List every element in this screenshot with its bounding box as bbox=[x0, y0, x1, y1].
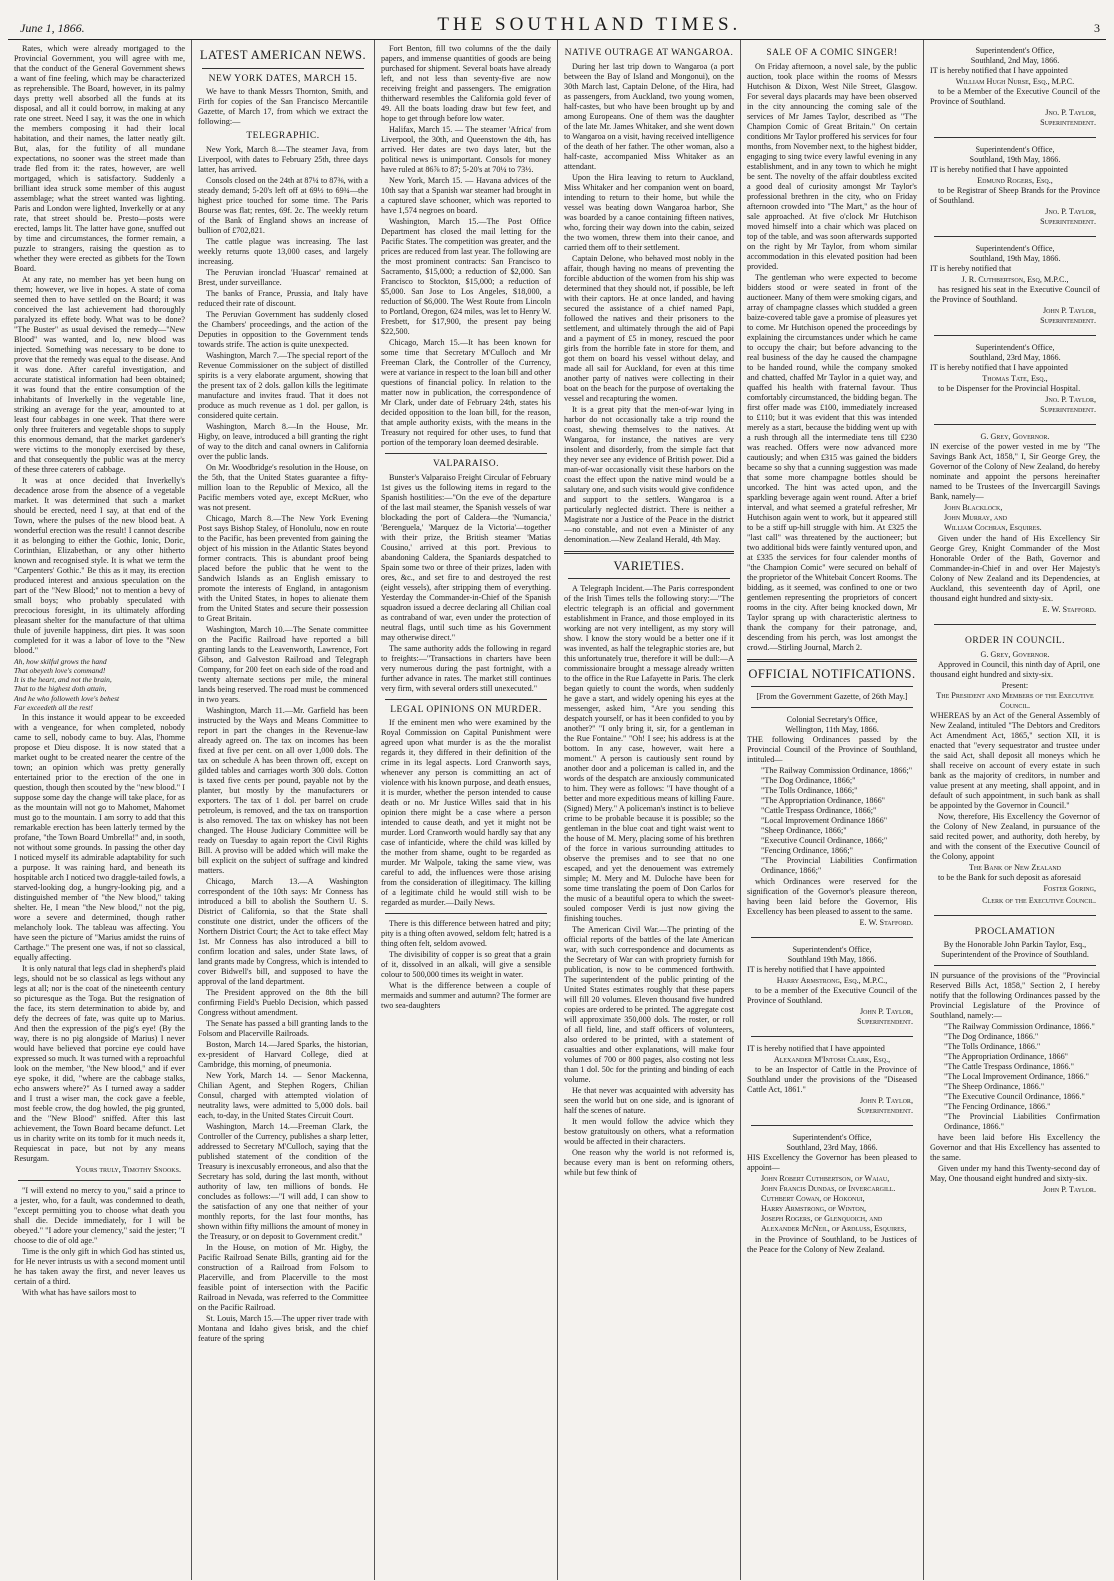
list-item: "The Dog Ordinance, 1866." bbox=[944, 1032, 1039, 1042]
list-item: "Executive Council Ordinance, 1866;" bbox=[761, 836, 888, 846]
columns bbox=[8, 40, 1106, 1580]
paragraph: It is a great pity that the men-of-war lying in harbor do not occasionally take a trip round the coast, shewing themselves to the natives. At Wangaroa, for instance, the natives are very insolent and disorderly, from the simple fact that they never see any evidence of British power. Did a man-of-war occasionally visit these harbors on the coast the effect upon the native mind would be a salutary one, and such visits would give confidence and support to the settlers. Wangaroa is a particularly neglected district. There is neither a Magistrate nor a Justice of the Peace in the district—no constable, and not even a Minister of any denomination.—New Zealand Herald, 4th May. bbox=[564, 404, 734, 544]
notice-governor: G. Grey, Governor. bbox=[980, 649, 1050, 659]
proclamation bbox=[930, 921, 1100, 1200]
notice-ordinances bbox=[747, 713, 917, 932]
list-item: "Fencing Ordinance, 1866;" bbox=[761, 846, 853, 856]
notice-body: HIS Excellency the Governor has been pleased to appoint— bbox=[747, 1153, 917, 1173]
list-item: "The Sheep Ordinance, 1866." bbox=[944, 1082, 1045, 1092]
paragraph: Time is the only gift in which God has stinted us, for He never intrusts us with a second moment until he has taken away the first, and never leaves us certain of a third. bbox=[14, 1246, 185, 1286]
notice-tail: to be an Inspector of Cattle in the Province of Southland under the provisions of the "Diseased Cattle Act, 1861." bbox=[747, 1065, 917, 1095]
paragraph: In this instance it would appear to be exceeded with a vengeance, for when completed, nobody came to sell, nobody came to buy. Alas, l'homme propose et Dieu dispose. It is now stated that a market ought to be created nearer the centre of the town; an opinion which was pretty generally entertained prior to the erection of the one in question, though then scouted by the "new blood." I suppose some day the change will take place, for as as the mountain will not go to Mahomet, Mahomet must go to the mountain. I am sorry to add that this remarkable erection has been latterly termed by the profane, "the Town Board Umbrella!" and, in sooth, not without some grounds. In passing the other day I noticed myself its admirable adaptability for such a purpose. It was raining hard, and beneath its hospitable arch I noticed two draggle-tailed fowls, a starved-looking dog, a hungry-looking pig, and a distinguished member of "the New blood," taking shelter. He, I mean "the New blood," not the pig, wore a severe and determined, though rather melancholy look. The tableau was affecting. You have seen the picture of "Marius amidst the ruins of Carthage." The present one was, if not so classical, equally affecting. bbox=[14, 712, 185, 962]
appointee-name: Thomas Tate, Esq., bbox=[982, 374, 1048, 383]
appointee-name: J. R. Cuthbertson, Esq, M.P.C., bbox=[961, 275, 1069, 284]
paragraph: New York, March 15. — Havana advices of the 10th say that a Spanish war steamer had brought in a captured slave schooner, which was reported to have 1,574 negroes on board. bbox=[381, 176, 551, 215]
paragraph: The gentleman who were expected to become bidders stood or were seated in front of the auctioneer. Many of them were smoking cigars, and array of champagne classes which studded a green baize-covered table gave a promise of pleasures yet to come. Mr Hutchison opened the proceedings by explaining the circumstances under which he came to occupy the chair; but before advancing to the real business of the day he caused the champagne to be handed round, while the company smoked and chatted, chaffed Mr Taylor in a quiet way, and quaffed his health with fraternal favour. Thus comfortably circumstanced, the bidding began. The first offer made was £100, immediately increased to £110; but it was evident that this was intended merely as a start, because the bidding went up with a rush through all the intermediate tens till £230 was reached. Offers were now advanced more cautiously; and when £315 was gained the bidders became so shy that a cunning suggestion was made that some more champagne bottles should be uncorked. The hint was acted upon, and the sparkling beverage again went round. After a brief interval, and what seemed a grateful refresher, Mr Hutchison again went to work, but it appeared still to be a stiff up-hill struggle with him. At £325 the "last call" was threatened by the auctioneer; but two additional bids were faintly ventured upon, and at £335 the services for four calender months of "the Champion Comic" were secured on behalf of the proprietor of the Whitebait Concert Rooms. The bidding, as it seemed, was confined to one or two gentlemen representing the proprietors of concert rooms in the city. After being knocked down, Mr Taylor sprang up with characteristic alertness to thank the company for their patronage, and, descending from his perch, was lost amongst the crowd.—Stirling Journal, March 2. bbox=[747, 272, 917, 652]
paragraph: Halifax, March 15. — The steamer 'Africa' from Liverpool, the 30th, and Queenstown the 4th, has arrived. Her dates are two days later, but the political news is unimportant. Consols for money have ruled at 86⅞ to 87; 5-20's at 70¼ to 73½. bbox=[381, 125, 551, 174]
notice-tail: have been laid before His Excellency the Governor and that His Excellency has assented to the same. bbox=[930, 1133, 1100, 1163]
paragraph: Chicago, March 8.—The New York Evening Post says Bishop Staley, of Honolulu, now en route to the Pacific, has been prevented from gaining the object of his mission in the Atlantic States beyond former contracts. This is abundant proof being placed before the public that he went to the Sandwich Islands as an English emissary to promote the interests of England, in antagonism with the United States, in hopes to alienate them from the United States and secure their possession to Great Britain. bbox=[198, 513, 368, 623]
notice-rogers bbox=[930, 143, 1100, 231]
paragraph: Washington, March 10.—The Senate committee on the Pacific Railroad have reported a bill granting lands to the Leavenworth, Lawrence, Fort Gibson, and Galveston Railroad and Telegraph Company, for 200 feet on each side of the road and twenty alternate sections per mile, the mineral lands being reserved. The road must be commenced in two years. bbox=[198, 624, 368, 704]
notice-cuthbertson bbox=[930, 242, 1100, 330]
letter-signature: Yours truly, Timothy Snooks. bbox=[75, 1164, 181, 1174]
paragraph: With what has have sailors most to bbox=[22, 1287, 137, 1297]
notice-place: Superintendent's Office, Southland, 23rd May, 1866. bbox=[969, 343, 1061, 362]
divider bbox=[385, 913, 547, 914]
divider bbox=[934, 965, 1096, 966]
notice-body: IT is hereby notified that I have appointed bbox=[747, 1044, 885, 1054]
paragraph: It is only natural that legs clad in shepherd's plaid legs, should not be so classical as legs without any legs at all; nor is the coat of the nineteenth century so picturesque as the Toga. But the resignation of the face, its stern determination to abide by, and defy the decrees of fate, was quite up to Marius. And then the expression of the pig's eye! (By the way, there is no pig alongside of Marius) I never would have believed that porcine eye could have expressed so much. It was turned with a reproachful look on the member, "the New blood," and if ever eye spoke, it did, "where are the cabbage stalks, echo answers where?" As I turned away a sadder and I trust a wiser man, the cock gave a feeble, most feeble crow, the dog howled, the pig grunted, and the "New Blood" sniffed. After this last achievement, the Town Board became defunct. Let us in charity write on its tomb for it much needs it, Requiescat in pace, but not by any means Resurgam. bbox=[14, 963, 185, 1163]
list-item: "Local Improvement Ordinance 1866" bbox=[761, 816, 888, 826]
list-item: "The Appropriation Ordinance, 1866" bbox=[761, 796, 886, 806]
list-item: John Robert Cuthbertson, of Waiau, bbox=[761, 1174, 890, 1184]
list-item: "The Provincial Liabilities Confirmation Ordinance, 1866." bbox=[944, 1112, 1100, 1132]
divider bbox=[18, 1180, 181, 1181]
trustees-list bbox=[940, 503, 1100, 533]
divider bbox=[934, 915, 1096, 916]
notice-body: IN exercise of the power vested in me by "The Savings Bank Act, 1858," I, Sir George Grey, the Governor of the Colony of New Zealand, do hereby nominate and appoint the persons hereinafter named to be Trustees of the Invercargill Savings Bank, namely— bbox=[930, 442, 1100, 501]
paragraph: New York, March 14. — Senor Mackenna, Chilian Agent, and Stephen Rogers, Chilian Consul, charged with attempted violation of neutrality laws, were admitted to 5,000 dols. bail each, to-day, in the United States Circuit Court. bbox=[198, 1070, 368, 1120]
list-item: Alexander McNeil, of Ardluss, Esquires, bbox=[761, 1224, 907, 1234]
subheadline: NEW YORK DATES, MARCH 15. bbox=[208, 73, 358, 84]
paragraph: During her last trip down to Wangaroa (a port between the Bay of Island and Mongonui), on the 30th March last, Captain Delone, of the Hira, had as passengers, from Auckland, two young women, half-castes, but who have been brought up by and among Europeans. One of them was the daughter of the late Mr. James Whitaker, and she went down to Wangaroa on a visit, having received intelligence of the death of her father. The other woman, also a half-caste, accompanied Miss Whitaker as an attendant. bbox=[564, 61, 734, 171]
notice-tate bbox=[930, 341, 1100, 419]
paragraph: Captain Delone, who behaved most nobly in the affair, though having no means of preventing the forcible abduction of the women from his ship was determined that they should not, if possible, be left with their captors. He at once landed, and having secured the assistance of a chief named Papi, followed the natives and their prisoners to the settlement, and ultimately through the aid of Papi and a payment of £5 in money, rescued the poor girls from the horrible fate in store for them, and got them on board his vessel without delay, and made all sail for Auckland, for even at this time another party of natives were collecting in their boat on the beach for the purpose of overtaking the vessel and recapturing the women. bbox=[564, 253, 734, 403]
column-1 bbox=[8, 40, 191, 1580]
headline-proclamation: PROCLAMATION bbox=[974, 926, 1056, 937]
notice-present: Present: bbox=[1001, 680, 1029, 690]
list-item: "The Local Improvement Ordinance, 1866." bbox=[944, 1072, 1089, 1082]
divider bbox=[568, 578, 730, 579]
paragraph: If the eminent men who were examined by the Royal Commission on Capital Punishment were agreed upon what murder is as the the moralist regards it, they differed in their definition of the crime in its legal aspects. Lord Cranworth says, whenever any person is committing an act of violence with his known purpose, and death ensues, it is murder, whether the person intended to cause death or no. Mr Justice Willes said that in his opinion there might be a case where a person intended to cause death, and yet it might not be murder. Lord Cranworth would hardly say that any case of infanticide, where the child was killed by the mother from shame, ought to be regarded as murder. Mr Walpole, taking the same view, was careful to add, the influences were those arising from the consideration of illegitimacy. The killing of a legitimate child he would still wish to be regarded as murder.—Daily News. bbox=[381, 718, 551, 908]
divider bbox=[385, 453, 547, 454]
divider bbox=[751, 686, 913, 687]
list-item: "Sheep Ordinance, 1866;" bbox=[761, 826, 847, 836]
notice-tail: to be a member of the Executive Council of the Province of Southland. bbox=[747, 986, 917, 1006]
notice-body: WHEREAS by an Act of the General Assembly of New Zealand, intituled "The Debtors and Creditors Act Amendment Act, 1865," section XII, it is enacted that "every sequestrator and trustee under the said Act, shall deposit all moneys which he shall receive on account of every estate in such bank as the majority of creditors, in number and value present at any meeting, shall appoint, and in default of such appointment, in such bank as shall be appointed by the Governor in Council." bbox=[930, 710, 1100, 810]
notice-place: Superintendent's Office, Southland, 23rd May, 1866. bbox=[786, 1133, 878, 1153]
divider bbox=[934, 137, 1096, 138]
ordinance-list bbox=[940, 1022, 1100, 1132]
paragraph: Consols closed on the 24th at 87¼ to 87⅜, with a steady demand; 5-20's left off at 69½ to 69¾—the highest price touched for some time. The Paris Bourse was flat; rentes, 69f. 2c. The weekly return of the Bank of England shows an increase of bullion of £702,821. bbox=[198, 175, 368, 235]
notice-signature-title: Clerk of the Executive Council. bbox=[982, 895, 1096, 905]
divider bbox=[564, 551, 734, 554]
notice-signature: John P. Taylor. bbox=[1043, 1185, 1096, 1195]
paragraph: Bunster's Valparaiso Freight Circular of February 1st gives us the following items in regard to the Spanish hostilities:—"On the eve of the departure of the last mail steamer, the Spanish vessels of war blockading the port of Caldera—the 'Numancia,' 'Berenguela,' 'Marquez de la Victoria'—together with their prize, the British steamer 'Matias Cousino,' arrived at this port. Previous to abandoning Caldera, the Spaniards despatched to Spain some two or three of their prizes, laden with ores, &c., and set fire to and destroyed the rest (eight vessels), after stripping them of everything. Yesterday the Commander-in-Chief of the Spanish squadron issued a decree declaring all Chilian coal as contraband of war, even under the protection of neutral flags, until such time as his Government may otherwise direct." bbox=[381, 472, 551, 642]
paragraph: Upon the Hira leaving to return to Auckland, Miss Whitaker and her companion went on board, intending to return to their home, but while the vessel was beating down Wangaroa harbor, She was boarded by a canoe containing fifteen natives, who, forcing their way down into the cabin, seized the two women, threw them into their canoe, and carried them off to their settlement. bbox=[564, 172, 734, 252]
paragraph: Boston, March 14.—Jared Sparks, the historian, ex-president of Harvard College, died at Cambridge, this morning, of pneumonia. bbox=[198, 1039, 368, 1069]
paragraph: The President approved on the 8th the bill confirming Field's Pueblo Decision, which passed Congress without amendment. bbox=[198, 987, 368, 1017]
ordinance-list bbox=[757, 766, 917, 876]
notice-justices bbox=[747, 1131, 917, 1258]
notice-tail: has resigned his seat in the Executive Council of the Province of Southland. bbox=[930, 285, 1100, 304]
gazette-source: [From the Government Gazette, of 26th May.] bbox=[756, 692, 908, 702]
paragraph: In the House, on motion of Mr. Higby, the Pacific Railroad Senate Bills, granting aid for the construction of a Railroad from Folsom to Placerville, and from Placerville to the most feasible point of intersection with the Pacific Railroad in Nevada, was referred to the Committee on the Pacific Railroad. bbox=[198, 1242, 368, 1312]
paragraph: A Telegraph Incident.—The Paris correspondent of the Irish Times tells the following story:—"The electric telegraph is an official and government establishment in France, and those employed in its working are not very intelligent, as my story will show. I know the story would be a better one if it was invented, as half the telegraphic stories are, but this unfortunately true, therefore it will be dull:—A commissionaire brought a message already written to the office in the Rue Lafayette in Paris. The clerk began quietly to count the words, when suddenly he gave a start, and widely opening his eyes at the messenger, asked him, "Are you sending this despatch yourself, or has it been confided to you by another?" "I only bring it, sir, for a gentleman in the Rue Fontaine." "Oh! I see; his address is at the bottom. In any case, however, wait here a moment." A person is cautiously sent round by another door and a policeman is called in, and the words of the despatch are anxiously communicated to him. They were as follows: "I have thought of a better and more expeditious means of killing Faure. (Signed) Mery." A policeman's instinct is to believe crime to be probable because it is possible; so the gentleman in the blue coat and tight waist went to the house of M. Mery, placing some of his brethren of the force in various surrounding attitudes to observe the premises and to see that no one escaped, and yet the denouement was extremely simple; M. Mery and M. Duloche have been for some time translating the poem of Don Carlos for the music of a beautiful opera to which the sweet-souled composer Verdi is just now giving the finishing touches. bbox=[564, 584, 734, 924]
paragraph: The Peruvian Government has suddenly closed the Chambers' proceedings, and the action of the Deputies in opposition to the Government tends towards strife. The action is quite unexpected. bbox=[198, 309, 368, 349]
notice-body: IT is hereby notified that I have appointed bbox=[747, 965, 885, 975]
notice-given: Given under the hand of His Excellency Sir George Grey, Knight Commander of the Most Honorable Order of the Bath, Governor and Commander-in-Chief in and over Her Majesty's Colony of New Zealand and its Dependencies, at Auckland, this seventeenth day of April, one thousand eight hundred and sixty-six. bbox=[930, 534, 1100, 603]
paragraph: Rates, which were already mortgaged to the Provincial Government, you will agree with me, that the conduct of the General Government shews a want of fine feeling, which may be characterized as reprehensible. The Board, however, in its palmy days pretty well absorbed all the funds at its disposal, and all it could borrow, in making at any rate one street. Need I say, it was the one in which the members composing it had their local habitation, and their names, the latter neatly gilt. But, alas, for the futility of all mundane expectations, no sooner was the street made than trade fled from it: the rates, however, are well mortgaged, which is satisfactory. Suddenly a brilliant idea struck some member of this august assemblage; what the street wanted was lighting. Paris and London were lighted, Inverkelly or at any rate, that street should be. Presto—posts were erected, lamps lit. The latter have gone, snuffed out by time and circumstances, the former remain, a puzzle to strangers, raising the question as to whether they were erected as gibbets for the Town Board. bbox=[14, 44, 185, 273]
notice-body: IT is hereby notified that I have appointed bbox=[930, 363, 1068, 372]
column-5 bbox=[740, 40, 923, 1580]
paragraph: St. Louis, March 15.—The upper river trade with Montana and Idaho gives brisk, and the chief feature of the spring bbox=[198, 1313, 368, 1343]
column-6 bbox=[923, 40, 1106, 1580]
list-item: John Blacklock, bbox=[944, 503, 1003, 512]
notice-governor: G. Grey, Governor. bbox=[980, 432, 1050, 441]
list-item: "The Provincial Liabilities Confirmation Ordinance, 1866;" bbox=[761, 856, 917, 876]
notice-signature: Foster Goring, bbox=[1043, 883, 1096, 893]
notice-armstrong bbox=[747, 943, 917, 1031]
notice-signature: E. W. Stafford. bbox=[859, 918, 913, 928]
notice-body: THE following Ordinances passed by the Provincial Council of the Province of Southland, intituled— bbox=[747, 735, 917, 765]
column-2 bbox=[191, 40, 374, 1580]
divider bbox=[934, 624, 1096, 625]
list-item: Joseph Rogers, of Glenquoich, and bbox=[761, 1214, 883, 1224]
notice-members: The President and Members of the Executive Council. bbox=[936, 690, 1094, 710]
list-item: "The Executive Council Ordinance, 1866." bbox=[944, 1092, 1085, 1102]
headline-official-notifications: OFFICIAL NOTIFICATIONS. bbox=[748, 666, 916, 681]
divider bbox=[385, 699, 547, 700]
notice-signature: John P. Taylor, Superintendent. bbox=[1040, 306, 1096, 325]
paragraph: The American Civil War.—The printing of the official reports of the battles of the late American war, with such correspondence and documents as the Secretary of War can with propriety furnish for publication, is now to be commenced forthwith. The superintendent of the public printing of the United States estimates roughly that these papers will fill 20 volumes. Eleven thousand five hundred copies are ordered to be printed. The aggregate cost will approximate 350,000 dols. The roster, or roll of all field, line, and staff officers of volunteers, also ordered to be printed, with a statement of casualties and other explanations, will make four volumes of 700 or 800 pages, also costing not less than 1 dol. 50c for the printing and binding of each volume. bbox=[564, 925, 734, 1085]
list-item: "The Fencing Ordinance, 1866." bbox=[944, 1102, 1051, 1112]
paragraph: He that never was acquainted with adversity has seen the world but on one side, and is ignorant of half the scenes of nature. bbox=[564, 1086, 734, 1116]
notice-body: IN pursuance of the provisions of the "Provincial Reserved Bills Act, 1858," Section 2, I hereby notify that the following Ordinances passed by the Provincial Legislature of the Province of Southland, namely:— bbox=[930, 971, 1100, 1021]
paragraph: New York, March 8.—The steamer Java, from Liverpool, with dates to February 25th, three days latter, has arrived. bbox=[198, 144, 368, 174]
notice-place: Colonial Secretary's Office, Wellington, 11th May, 1866. bbox=[785, 715, 879, 735]
newspaper-title: THE SOUTHLAND TIMES. bbox=[437, 14, 742, 35]
paragraph: Washington, March 7.—The special report of the Revenue Commissioner on the subject of distilled spirits is a very elaborate argument, showing that the present tax of 2 dols. gallon kills the legitimate manufacture and invites fraud. That it does not produce as much revenue as 1 dol. per gallon, is considered quite certain. bbox=[198, 350, 368, 420]
notice-signature: Jno. P. Taylor, Superintendent. bbox=[1040, 108, 1096, 127]
list-item: "Cattle Trespass Ordinance, 1866;" bbox=[761, 806, 877, 816]
notice-tail: to be a Member of the Executive Council of the Province of Southland. bbox=[930, 87, 1100, 106]
paragraph: Washington, March 8.—In the House, Mr. Higby, on leave, introduced a bill granting the right of way to the ditch and canal owners in California over the public lands. bbox=[198, 421, 368, 461]
list-item: "The Dog Ordinance, 1866;" bbox=[761, 776, 856, 786]
paragraph: It men would follow the advice which they bestow gratuitously on others, what a reformation would be affected in their characters. bbox=[564, 1117, 734, 1147]
issue-date: June 1, 1866. bbox=[20, 21, 85, 35]
notice-tail: which Ordinances were reserved for the signification of the Governor's pleasure thereon, having been laid before the Governor, His Excellency has been pleased to assent to the same. bbox=[747, 877, 917, 917]
notice-place: Superintendent's Office, Southland 19th May, 1866. bbox=[787, 945, 877, 965]
paragraph: The divisibility of copper is so great that a grain of it, dissolved in an alkali, will give a sensible colour to 500,000 times its weight in water. bbox=[381, 950, 551, 980]
appointee-name: William Hugh Nurse, Esq., M.P.C. bbox=[955, 77, 1075, 86]
justices-list bbox=[757, 1174, 917, 1234]
divider bbox=[751, 707, 913, 708]
notice-place: Superintendent's Office, Southland, 2nd May, 1866. bbox=[970, 46, 1060, 65]
paragraph: Chicago, March 15.—It has been known for some time that Secretary M'Culloch and Mr Freeman Clark, the Controller of the Currency, were at variance in respect to the loan bill and other questions of financial policy. In relation to the matter now in publication, the correspondence of Mr Clark, under date of February 24th, states his decided opposition to the loan bill, for the reason, that ample authority exists, with the means in the Treasury not required for other uses, to fund that portion of the temporary loan deemed desirable. bbox=[381, 338, 551, 447]
notice-now: Now, therefore, His Excellency the Governor of the Colony of New Zealand, in pursuance of the said recited power, and authority, doth hereby, by and with the consent of the Executive Council of the Colony, appoint bbox=[930, 811, 1100, 861]
headline-varieties: VARIETIES. bbox=[613, 558, 685, 573]
notice-given: Given under my hand this Twenty-second day of May, One thousand eight hundred and sixty-six. bbox=[930, 1164, 1100, 1184]
paragraph: One reason why the world is not reformed is, because every man is bent on reforming others, while but few think of bbox=[564, 1148, 734, 1178]
notice-tail: to be Registrar of Sheep Brands for the Province of Southland. bbox=[930, 186, 1100, 205]
notice-body: IT is hereby notified that I have appointed bbox=[930, 66, 1068, 75]
list-item: William Cochran, Esquires. bbox=[944, 523, 1042, 532]
list-item: "The Railway Commission Ordinance, 1866." bbox=[944, 1022, 1095, 1032]
notice-place: Superintendent's Office, Southland, 19th May, 1866. bbox=[969, 145, 1061, 164]
paragraph: The banks of France, Prussia, and Italy have reduced their rate of discount. bbox=[198, 288, 368, 308]
paragraph: The same authority adds the following in regard to freights:—"Transactions in charters have been very numerous during the past fortnight, with a further advance in rates. The market still continues very firm, with several orders still unexecuted." bbox=[381, 643, 551, 693]
headline-comic-singer: SALE OF A COMIC SINGER! bbox=[766, 48, 898, 58]
list-item: "The Cattle Trespass Ordinance, 1866." bbox=[944, 1062, 1074, 1072]
notice-signature: E. W. Stafford. bbox=[1042, 605, 1096, 614]
headline-valparaiso: VALPARAISO. bbox=[433, 459, 499, 469]
notice-signature: John P. Taylor, Superintendent. bbox=[857, 1096, 913, 1116]
list-item: "The Appropriation Ordinance, 1866" bbox=[944, 1052, 1069, 1062]
appointee-name: Harry Armstrong, Esq., M.P.C., bbox=[776, 976, 888, 986]
list-item: "The Tolls Ordinance, 1866;" bbox=[761, 786, 858, 796]
page-number: 3 bbox=[1093, 21, 1100, 35]
headline-order-in-council: ORDER IN COUNCIL. bbox=[964, 636, 1066, 646]
divider bbox=[747, 659, 917, 662]
notice-nurse bbox=[930, 44, 1100, 132]
paragraph: Fort Benton, fill two columns of the the daily papers, and immense quantities of goods are being purchased for shipment. Several boats have already left, and not less than seventy-five are now receiving freight and passengers. The emigration thitherward resembles the California gold fever of 49. All the boats loading draw but few feet, and hope to get through before low water. bbox=[381, 44, 551, 123]
paragraph: It was at once decided that Inverkelly's decadence arose from the absence of a vegetable market. It was determined that such a market should be erected, need I say, at that end of the Town, where the pulses of the new blood beat. A wonderful erection was the result! I cannot describe it as belonging to either the Gothic, Ionic, Doric, Corinthian, Elizabethan, or any other hitherto known and recognised style. It is what we term the "Carpenters' Gothic." Be this as it may, its erection produced interest and anxious speculation on the part of the "New Blood;" not to mention a bevy of small boys; who probably speculated with precocious foresight, in its ultimately affording pleasant shelter for the manufacture of that ultima thule of juvenile happiness, dirt pies. It was soon completed for it was a labor of love to the "New blood." bbox=[14, 476, 185, 655]
notice-body: IT is hereby notified that I have appointed bbox=[930, 165, 1068, 174]
list-item: Cuthbert Cowan, of Hokonui, bbox=[761, 1194, 865, 1204]
notice-tail: to be the Bank for such deposit as aforesaid bbox=[938, 872, 1081, 882]
paragraph: The Peruvian ironclad 'Huascar' remained at Brest, under surveillance. bbox=[198, 267, 368, 287]
notice-place: Superintendent's Office, Southland, 19th May, 1866. bbox=[969, 244, 1061, 263]
masthead bbox=[8, 6, 1106, 40]
paragraph: There is this difference between hatred and pity; pity is a thing often avowed, seldom felt; hatred is a thing often felt, seldom avowed. bbox=[381, 919, 551, 949]
column-4 bbox=[557, 40, 740, 1580]
paragraph: Washington, March 15.—The Post Office Department has closed the mail letting for the Pacific States. The competition was greater, and the prices are reduced from last year. The following are the most prominent contracts: San Francisco to Sacramento, $15,000; a reduction of $2,000. San Francisco to Stockton, $15,000; a reduction of $5,000. San Jose to Los Angeles, $18,000, a reduction of $6,000. The West Route from Lincoln to Portland, Oregon, 624 miles, was let to Henry W. Fresbett, for $17,900, the present pay being $22,500. bbox=[381, 217, 551, 336]
paragraph: What is the difference between a couple of mermaids and summer and autumn? The former are two sea-daughters bbox=[381, 981, 551, 1011]
paragraph: The Senate has passed a bill granting lands to the Folsom and Placerville Railroads. bbox=[198, 1018, 368, 1038]
paragraph: We have to thank Messrs Thornton, Smith, and Firth for copies of the San Francisco Mercantile Gazette, of March 17, from which we extract the following:— bbox=[198, 87, 368, 127]
divider bbox=[202, 68, 364, 69]
paragraph: At any rate, no member has yet been hung on them; however, we live in hopes. A state of coma seemed then to have settled on the Board; it was conceived the last achievement had thoroughly paralyzed its effete body. What was to be done? "The Buster" as usual devised the remedy—"New Blood" was wanted, and lo, new blood was injected. Something was necessary to be done to prove that the remedy was equal to the disease. And it was done. After careful investigation, and accurate statistical information had been obtained; it was found that the entire consumption of the inhabitants of Inverkelly in the vegetable line, striking an average for the year, amounted to at least four cabbages in one week. That there were only three fruiterers and vegetable shops to supply this enormous demand, that the market gardener's were victims to the monoply exercised by these, and that consequently the public was at the mercy of these three caterers of cabbage. bbox=[14, 275, 185, 474]
list-item: Harry Armstrong, of Winton, bbox=[761, 1204, 867, 1214]
paragraph: On Friday afternoon, a novel sale, by the public auction, took place within the rooms of Messrs Hutchison & Dixon, West Nile Street, Glasgow. For several days placards may have been observed in the city announcing the coming sale of the services of Mr James Taylor, described as "The Champion Comic of Great Britain." On certain conditions Mr Taylor proffered his services for four months, from November next, to the highest bidder, engaging to sing twice every lawful evening in any establishment, and in any town to which he might be sent. The novelty of the affair doubtless excited a good deal of curiosity amongst Mr Taylor's professional brethren in the city, who on Friday afternoon crowded into "The Mart," as the hour of sale approached. At five o'clock Mr Hutchison moved himself into a chair which was placed on top of the table, and was soon afterwards supported on the right by Mr Taylor, from whom similar accommodation in this elevated position had been provided. bbox=[747, 61, 917, 271]
list-item: John Murray, and bbox=[944, 513, 1008, 522]
notice-signature: Jno. P. Taylor, Superintendent. bbox=[1040, 395, 1096, 414]
notice-approved: Approved in Council, this ninth day of April, one thousand eight hundred and sixty-six. bbox=[930, 659, 1100, 679]
notice-signature: Jno. P. Taylor, Superintendent. bbox=[1040, 207, 1096, 226]
paragraph: Washington, March 14.—Freeman Clark, the Controller of the Currency, publishes a sharp letter, addressed to Secretary M'Culloch, saying that the published statement of the condition of the Treasury is inexcusably erroneous, and also that the Secretary has sold, during the last month, without authority of law, ten millions of bonds. He concludes as follows:—"I will add, I can show to the satisfaction of any one that neither of your monthly reports, for the last four months, has shown within fifty millions the amount of money in the Treasury, or on deposit to Government credit." bbox=[198, 1121, 368, 1241]
paragraph: On Mr. Woodbridge's resolution in the House, on the 5th, that the United States guarantee a fifty-million loan to the Republic of Mexico, all the Pacific members voted aye, except McRuer, who was not present. bbox=[198, 462, 368, 512]
column-3 bbox=[374, 40, 557, 1580]
divider bbox=[934, 424, 1096, 425]
poem: Ah, how skilful grows the hand That obeyeth love's command! It is the heart, and not the brain, That to the highest doth attain, And he who followeth love's behest Far exceedeth all the rest! bbox=[14, 657, 120, 712]
divider bbox=[934, 236, 1096, 237]
paragraph: The cattle plague was increasing. The last weekly returns quote 13,000 cases, and largely increasing. bbox=[198, 236, 368, 266]
notice-signature: John P. Taylor, Superintendent. bbox=[857, 1007, 913, 1027]
divider bbox=[751, 1125, 913, 1126]
list-item: "The Tolls Ordinance, 1866." bbox=[944, 1042, 1041, 1052]
headline-american-news: LATEST AMERICAN NEWS. bbox=[199, 48, 367, 62]
paragraph: "I will extend no mercy to you," said a prince to a jester, who, for a fault, was condemned to death, "except permitting you to choose what death you shall die. Decide immediately, for I will be obeyed." "I adore your clemency," said the jester; "I choose to die of old age." bbox=[14, 1185, 185, 1245]
divider bbox=[751, 1036, 913, 1037]
notice-clark bbox=[747, 1042, 917, 1120]
list-item: "The Railway Commission Ordinance, 1866;" bbox=[761, 766, 913, 776]
subheadline-telegraphic: TELEGRAPHIC. bbox=[246, 131, 320, 142]
divider bbox=[751, 937, 913, 938]
notice-tail: to be Dispenser for the Provincial Hospital. bbox=[938, 384, 1081, 393]
paragraph: Washington, March 11.—Mr. Garfield has been instructed by the Ways and Means Committee to report in part the changes in the Revenue-law already agreed on. The tax on incomes has been fixed at five per cent. on all over 1,000 dols. The tax on schedule A has been thrown off, except on gilded tables and carriages worth 300 dols. Cotton is taxed five cents per pound, payable not by the planter, but mostly by the manufacturers or exporters. The tax of 1 dol. per barrel on crude petroleum, is removed, and the tax on transportion is also removed. The tax on whiskey has not been changed. The House Judiciary Committee will be ready on Tuesday to again report the Civil Rights Bill. A proviso will be added which will make the bill explicit on the subject of suffrage and kindred matters. bbox=[198, 705, 368, 875]
proclamation-by: By the Honorable John Parkin Taylor, Esq., Superintendent of the Province of Southland. bbox=[941, 940, 1089, 960]
list-item: John Francis Dundas, of Invercargill. bbox=[761, 1184, 896, 1194]
notice-tail: in the Province of Southland, to be Justices of the Peace for the Colony of New Zealand. bbox=[747, 1235, 917, 1255]
divider bbox=[934, 335, 1096, 336]
notice-savings-bank bbox=[930, 430, 1100, 619]
order-in-council bbox=[930, 630, 1100, 910]
appointee-name: Alexander M'Intosh Clark, Esq., bbox=[773, 1055, 891, 1065]
notice-body: IT is hereby notified that bbox=[930, 264, 1012, 273]
paragraph: Chicago, March 13.—A Washington correspondent of the 10th says: Mr Conness has introduced a bill to abolish the Southern U. S. District of California, so that the State shall constitute one district, under the officers of the Northern District Court; the Act to take effect May 1st. Mr Conness has also introduced a bill to confirm location and sales, under State laws, of land grants made by Congress, which is intended to cover Bidwell's bill, and supposed to have the approval of the land department. bbox=[198, 876, 368, 986]
appointee-name: Edmund Rogers, Esq., bbox=[977, 176, 1053, 185]
headline-native-outrage: NATIVE OUTRAGE AT WANGAROA. bbox=[564, 48, 734, 58]
headline-legal-opinions: LEGAL OPINIONS ON MURDER. bbox=[390, 704, 542, 715]
bank-name: The Bank of New Zealand bbox=[968, 862, 1062, 872]
